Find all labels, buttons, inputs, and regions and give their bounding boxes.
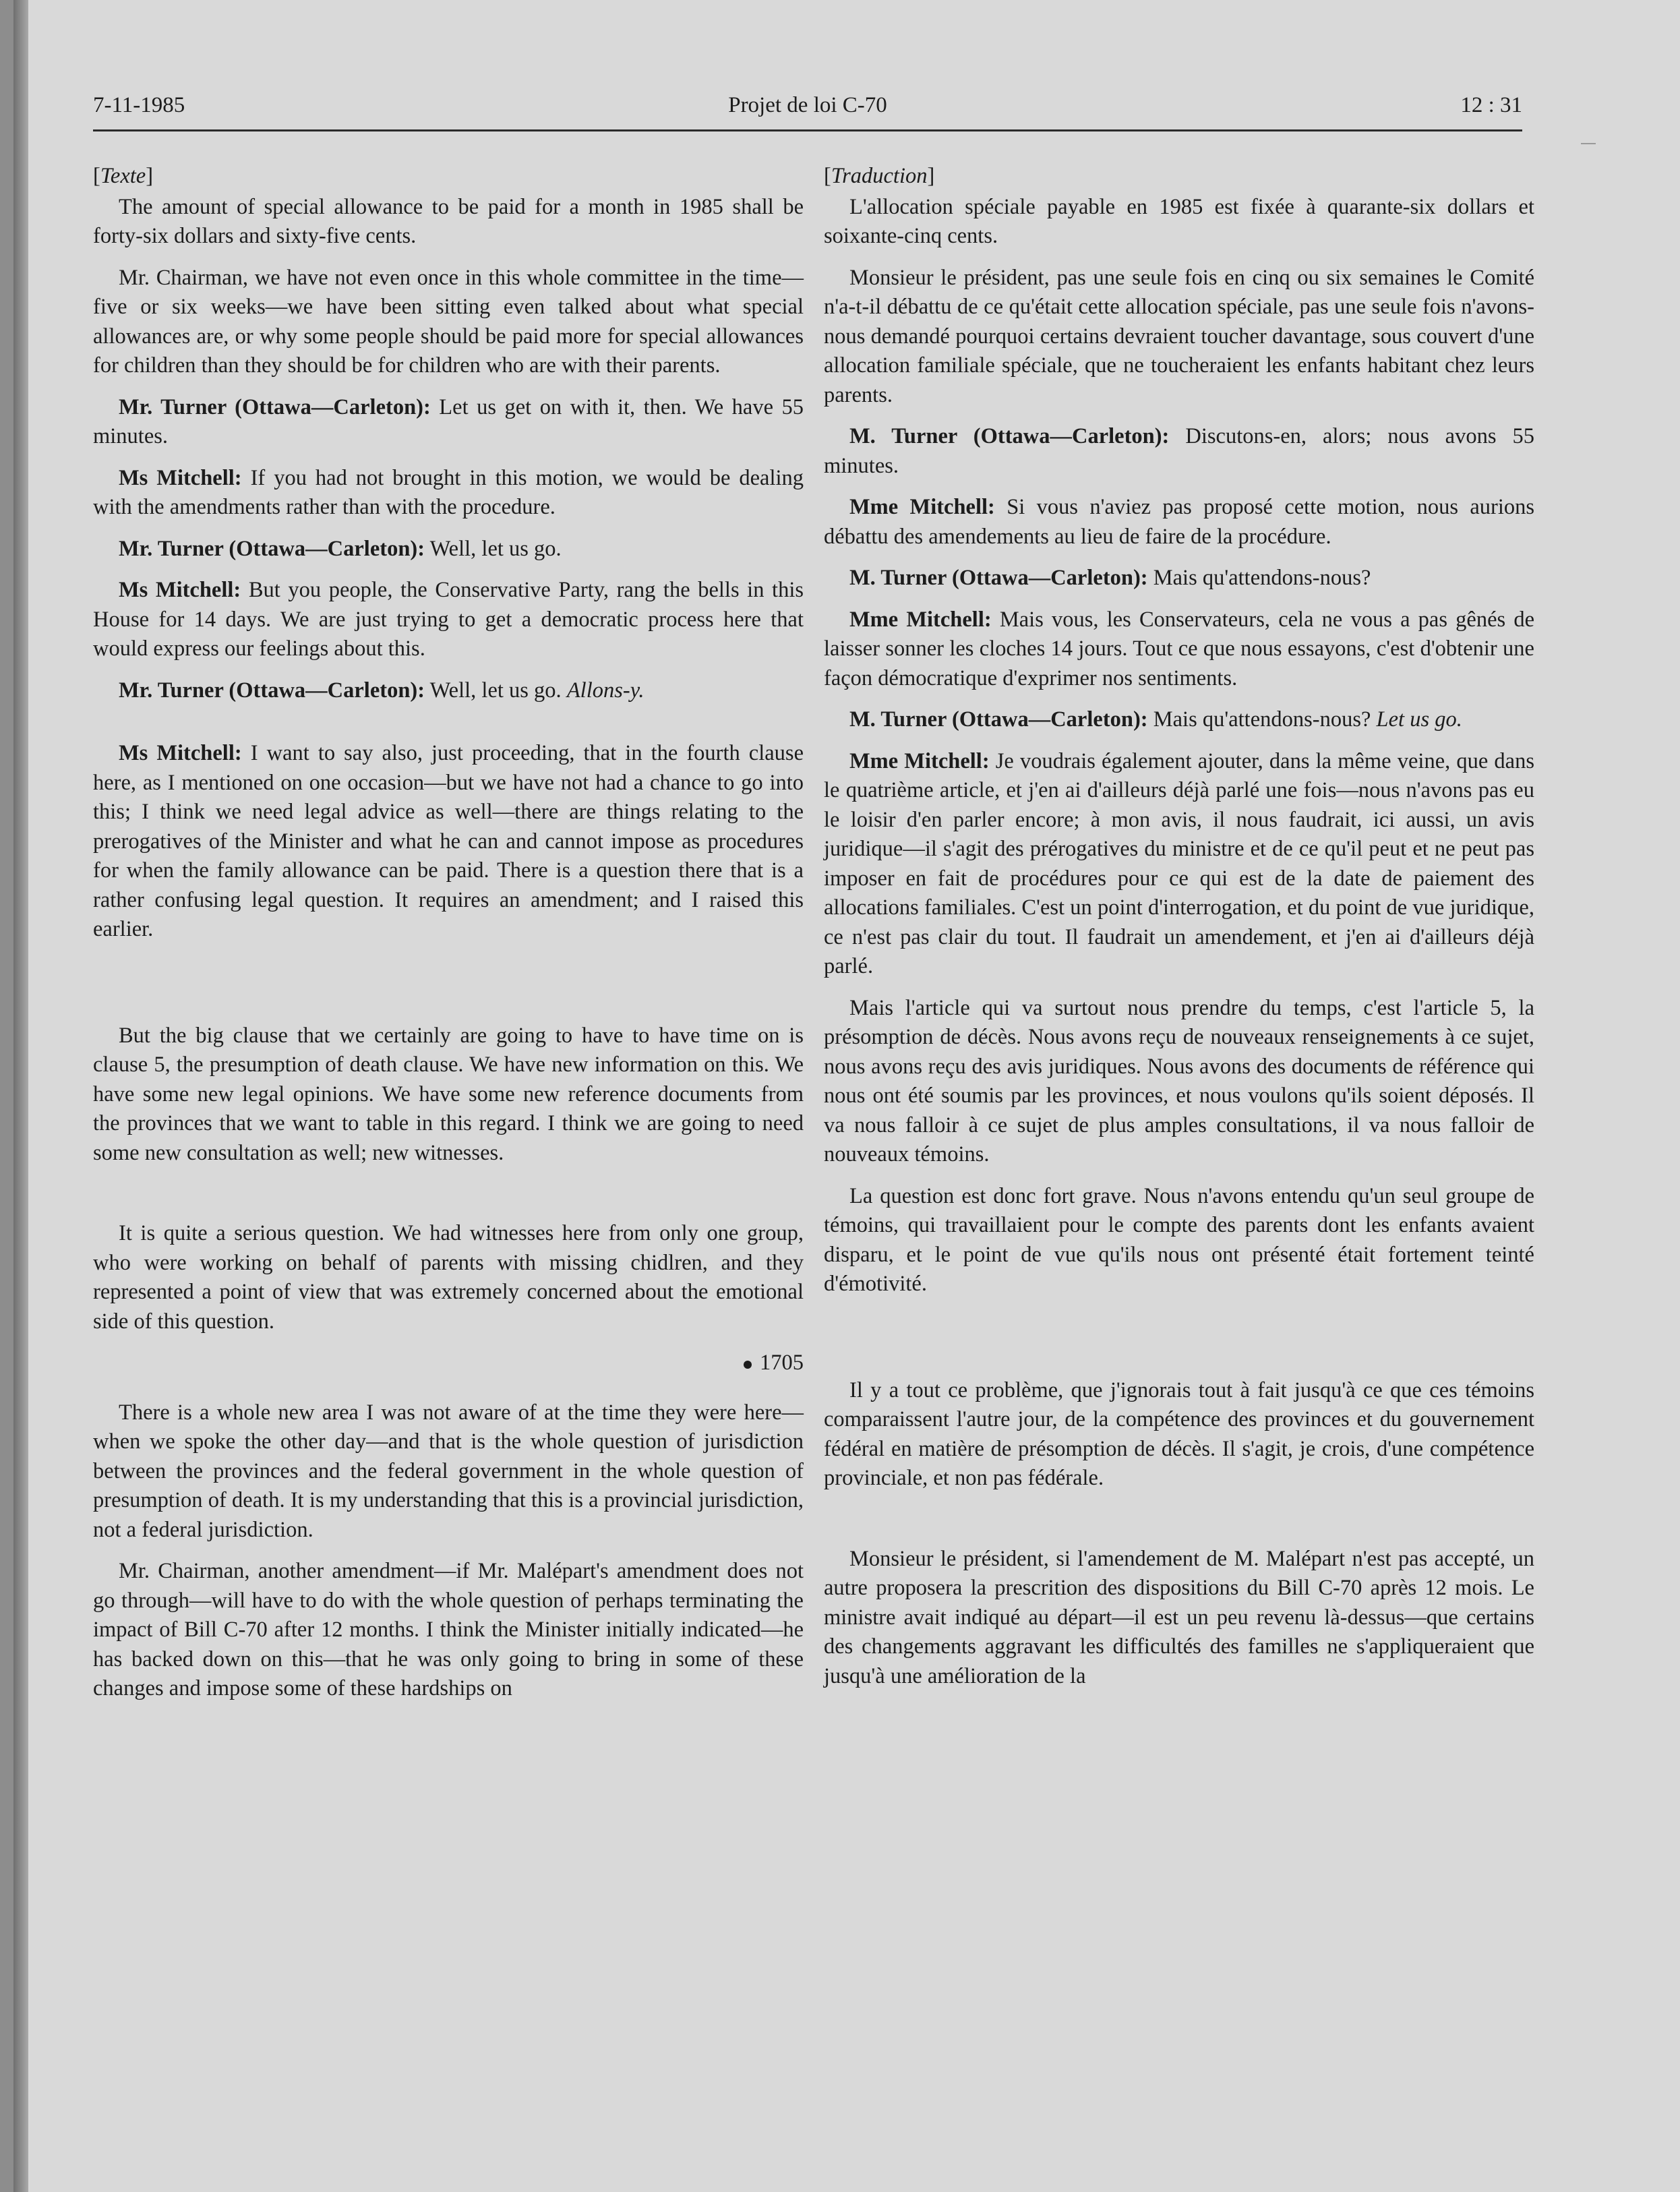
speaker-name: Mr. Turner (Ottawa—Carleton): <box>119 394 431 419</box>
paragraph <box>93 464 804 523</box>
french-column <box>824 162 1534 1703</box>
paragraph: It is quite a serious question. We had witnesses here from only one group, who were working on behalf of parents with missing chidlren, and they represented a point of view that was extremely concerned about the emotional side of this question. <box>93 1221 804 1334</box>
paragraph <box>824 747 1534 982</box>
speech-text: Well, let us go. <box>429 536 562 561</box>
speech-text: Let us get on with it, then. We have 55 minutes. <box>93 394 804 448</box>
paragraph <box>824 705 1534 735</box>
speaker-name: Mr. Turner (Ottawa—Carleton): <box>119 678 425 703</box>
section-tag-label: Texte <box>100 164 146 188</box>
page-header <box>93 86 1522 127</box>
spacer <box>824 1311 1534 1376</box>
paragraph: La question est donc fort grave. Nous n'avons entendu qu'un seul groupe de témoins, qui travaillaient pour le compte des parents dont les enfants avaient disparu, et le point de vue qu'ils nous ont présenté était fortement teinté d'émotivité. <box>824 1183 1534 1296</box>
time-marker <box>93 1349 804 1378</box>
paragraph <box>93 535 804 564</box>
paragraph <box>824 422 1534 481</box>
paragraph: The amount of special allowance to be paid for a month in 1985 shall be forty-six dollars and sixty-five cents. <box>93 194 804 248</box>
paragraph <box>824 564 1534 593</box>
bullet-icon <box>744 1361 752 1369</box>
speaker-name: Ms Mitchell: <box>119 465 242 490</box>
speech-text: Je voudrais également ajouter, dans la même veine, que dans le quatrième article, et j'en ai d'ailleurs déjà parlé une fois—nous n'avons pas eu le loisir d'en parler encore; à mon avis, il nous faudrait, ici aussi, un avis juridique—il s'agit des prérogatives du ministre et de ce qu'il peut et ne peut pas imposer en fait de procédures pour ce qui est de la date de paiement des allocations familiales. C'est un point d'interrogation, et du point de vue juridique, ce n'est pas clair du tout. Il faudrait un amendement, et j'en ai d'ailleurs déjà parlé. <box>824 748 1535 978</box>
paragraph: Mr. Chairman, we have not even once in this whole committee in the time—five or six weeks—we have been sitting even talked about what special allowances are, or why some people should be paid more for special allowances for children than they should be for children who are with their parents. <box>93 265 804 378</box>
section-tag: [Texte] <box>93 164 154 188</box>
paragraph: But the big clause that we certainly are going to have to have time on is clause 5, the presumption of death clause. We have new information on this. We have some new legal opinions. We have some new reference documents from the provinces that we want to table in this regard. I think we are going to need some new consultation as well; new witnesses. <box>93 1023 804 1165</box>
time-marker-value: 1705 <box>760 1351 804 1375</box>
paragraph <box>93 676 804 706</box>
header-rule <box>93 129 1522 131</box>
spacer <box>93 1180 804 1219</box>
margin-mark <box>1581 143 1596 144</box>
speech-text: If you had not brought in this motion, we would be dealing with the amendments rather than with the procedure. <box>93 465 804 519</box>
spacer <box>93 957 804 1021</box>
speech-text: I want to say also, just proceeding, that in the fourth clause here, as I mentioned on one occasion—but we have not had a chance to go into this; I think we need legal advice as well—there are things relating to the prerogatives of the Minister and what he can and cannot impose as procedures for when the family allowance can be paid. There is a question there that is a rather confusing legal question. It requires an amendment; and I raised this earlier. <box>93 741 804 941</box>
speech-text: Well, let us go. <box>429 678 562 703</box>
header-date: 7-11-1985 <box>93 93 185 117</box>
paragraph: Il y a tout ce problème, que j'ignorais tout à fait jusqu'à ce que ces témoins comparaissent l'autre jour, de la compétence des provinces et du gouvernement fédéral en matière de présomption de décès. Il s'agit, je crois, d'une compétence provinciale, et non pas fédérale. <box>824 1378 1534 1490</box>
paragraph <box>824 605 1534 694</box>
paragraph <box>93 739 804 945</box>
speech-text: Mais qu'attendons-nous? <box>1153 707 1371 732</box>
paragraph: L'allocation spéciale payable en 1985 est fixée à quarante-six dollars et soixante-cinq cents. <box>824 194 1534 248</box>
paragraph: There is a whole new area I was not aware of at the time they were here—when we spoke the other day—and that is the whole question of jurisdiction between the provinces and the federal government in the whole question of presumption of death. It is my understanding that this is a provincial jurisdiction, not a federal jurisdiction. <box>93 1400 804 1542</box>
section-tag-label: Traduction <box>831 164 928 188</box>
paragraph <box>824 493 1534 552</box>
paragraph: Mr. Chairman, another amendment—if Mr. Malépart's amendment does not go through—will have to do with the whole question of perhaps terminating the impact of Bill C-70 after 12 months. I think the Minister initially indicated—he has backed down on this—that he was only going to bring in some of these changes and impose some of these hardships on <box>93 1559 804 1700</box>
english-column <box>93 162 804 1716</box>
speaker-name: M. Turner (Ottawa—Carleton): <box>849 707 1148 732</box>
speaker-name: M. Turner (Ottawa—Carleton): <box>849 424 1170 448</box>
paragraph: Monsieur le président, si l'amendement de M. Malépart n'est pas accepté, un autre proposera la prescrition des dispositions du Bill C-70 après 12 mois. Le ministre avait indiqué au départ—il est un peu revenu là-dessus—que certains des changements aggravant les difficultés des familles ne s'appliqueraient que jusqu'à une amélioration de la <box>824 1546 1534 1688</box>
page-edge <box>13 0 28 2192</box>
speech-text: Discutons-en, alors; nous avons 55 minutes. <box>824 424 1534 478</box>
paragraph <box>93 576 804 664</box>
speech-italic: Let us go. <box>1376 707 1462 732</box>
spacer <box>824 1506 1534 1545</box>
speaker-name: Mme Mitchell: <box>849 607 992 632</box>
speaker-name: M. Turner (Ottawa—Carleton): <box>849 566 1148 590</box>
page <box>13 0 1680 2192</box>
paragraph: Mais l'article qui va surtout nous prendre du temps, c'est l'article 5, la présomption de décès. Nous avons reçu de nouveaux renseignements à ce sujet, nous avons reçu des avis juridiques. Nous avons des documents de référence qui nous ont été soumis par les provinces, et nous voulons qu'ils soient déposés. Il va nous falloir à ce sujet de plus amples consultations, il va nous falloir de nouveaux témoins. <box>824 995 1534 1166</box>
speaker-name: Mme Mitchell: <box>849 748 990 773</box>
paragraph <box>93 393 804 452</box>
speech-italic: Allons-y. <box>566 678 644 703</box>
speech-text: Mais vous, les Conservateurs, cela ne vous a pas gênés de laisser sonner les cloches 14 jours. Tout ce que nous essayons, c'est d'obtenir une façon démocratique d'exprimer nos sentiments. <box>824 607 1534 690</box>
speech-text: Si vous n'aviez pas proposé cette motion, nous aurions débattu des amendements au lieu de faire de la procédure. <box>824 495 1534 549</box>
speaker-name: Mme Mitchell: <box>849 495 995 519</box>
speaker-name: Ms Mitchell: <box>119 578 241 602</box>
speech-text: Mais qu'attendons-nous? <box>1153 566 1371 590</box>
header-page-number: 12 : 31 <box>1460 93 1522 117</box>
speaker-name: Mr. Turner (Ottawa—Carleton): <box>119 536 425 561</box>
section-tag: [Traduction] <box>824 164 935 188</box>
speech-text: But you people, the Conservative Party, rang the bells in this House for 14 days. We are just trying to get a democratic process here that would express our feelings about this. <box>93 578 804 661</box>
header-title: Projet de loi C-70 <box>728 93 887 117</box>
spacer <box>93 717 804 739</box>
speaker-name: Ms Mitchell: <box>119 741 242 765</box>
paragraph: Monsieur le président, pas une seule fois en cinq ou six semaines le Comité n'a-t-il débattu de ce qu'était cette allocation spéciale, pas une seule fois n'avons-nous demandé pourquoi certains devraient toucher davantage, sous couvert d'une allocation familiale spéciale, que ne toucheraient les enfants habitant chez leurs parents. <box>824 265 1534 407</box>
